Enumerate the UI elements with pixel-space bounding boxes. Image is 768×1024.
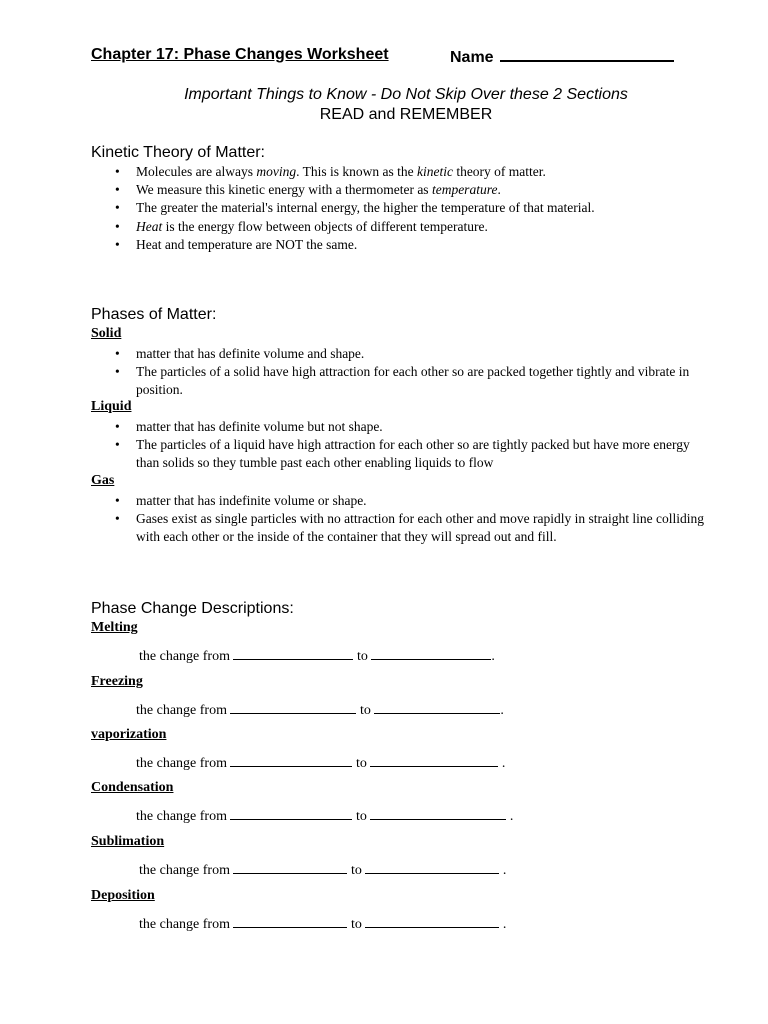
kinetic-theory-list — [115, 163, 715, 254]
vaporization-fill-in: the change from to . — [136, 756, 506, 771]
liquid-heading: Liquid — [91, 399, 132, 414]
solid-list — [115, 345, 715, 400]
from-blank[interactable] — [233, 647, 353, 660]
deposition-fill-in: the change from to . — [139, 917, 507, 932]
list-item: • matter that has definite volume but not shape. — [115, 419, 383, 434]
to-blank[interactable] — [374, 701, 500, 714]
condensation-heading: Condensation — [91, 780, 174, 795]
gas-heading: Gas — [91, 473, 115, 488]
worksheet-header — [91, 46, 691, 64]
from-blank[interactable] — [230, 807, 352, 820]
list-item: • Molecules are always moving. This is known as the kinetic theory of matter. — [115, 164, 546, 179]
intro-line-2: READ and REMEMBER — [319, 106, 493, 123]
from-blank[interactable] — [230, 701, 356, 714]
list-item: • matter that has definite volume and shape. — [115, 346, 365, 361]
sublimation-fill-in: the change from to . — [139, 863, 507, 878]
name-blank-line — [500, 46, 674, 62]
melting-fill-in: the change from to . — [139, 649, 495, 664]
list-item: • matter that has indefinite volume or shape. — [115, 493, 367, 508]
kinetic-theory-heading: Kinetic Theory of Matter: — [91, 144, 265, 161]
deposition-heading: Deposition — [91, 888, 155, 903]
list-item: • The particles of a solid have high attraction for each other so are packed together tightly and vibrate in position. — [115, 364, 690, 398]
phase-change-heading: Phase Change Descriptions: — [91, 600, 294, 617]
worksheet-title: Chapter 17: Phase Changes Worksheet — [91, 46, 389, 63]
freezing-fill-in: the change from to . — [136, 703, 504, 718]
sublimation-heading: Sublimation — [91, 834, 165, 849]
melting-heading: Melting — [91, 620, 138, 635]
gas-list — [115, 492, 715, 547]
intro-note — [0, 85, 768, 125]
condensation-fill-in: the change from to . — [136, 809, 514, 824]
liquid-list — [115, 418, 715, 473]
solid-heading: Solid — [91, 326, 122, 341]
intro-line-1: Important Things to Know - Do Not Skip Over these 2 Sections — [184, 86, 628, 103]
to-blank[interactable] — [370, 807, 506, 820]
to-blank[interactable] — [365, 915, 499, 928]
name-label: Name — [450, 49, 494, 66]
phases-heading: Phases of Matter: — [91, 306, 217, 323]
to-blank[interactable] — [365, 861, 499, 874]
list-item: • We measure this kinetic energy with a thermometer as temperature. — [115, 182, 501, 198]
list-item: • The greater the material's internal energy, the higher the temperature of that material. — [115, 200, 595, 216]
to-blank[interactable] — [371, 647, 491, 660]
name-field — [450, 46, 674, 67]
list-item: • Heat is the energy flow between objects of different temperature. — [115, 218, 488, 234]
list-item: • Gases exist as single particles with no attraction for each other and move rapidly in straight line colliding with each other or the inside of the container that they will spread out and fill. — [115, 511, 704, 545]
from-blank[interactable] — [233, 861, 347, 874]
from-blank[interactable] — [230, 754, 352, 767]
list-item: • Heat and temperature are NOT the same. — [115, 236, 358, 252]
to-blank[interactable] — [370, 754, 498, 767]
from-blank[interactable] — [233, 915, 347, 928]
list-item: • The particles of a liquid have high attraction for each other so are tightly packed but have more energy than solids so they tumble past each other enabling liquids to flow — [115, 437, 690, 471]
vaporization-heading: vaporization — [91, 727, 167, 742]
freezing-heading: Freezing — [91, 674, 143, 689]
